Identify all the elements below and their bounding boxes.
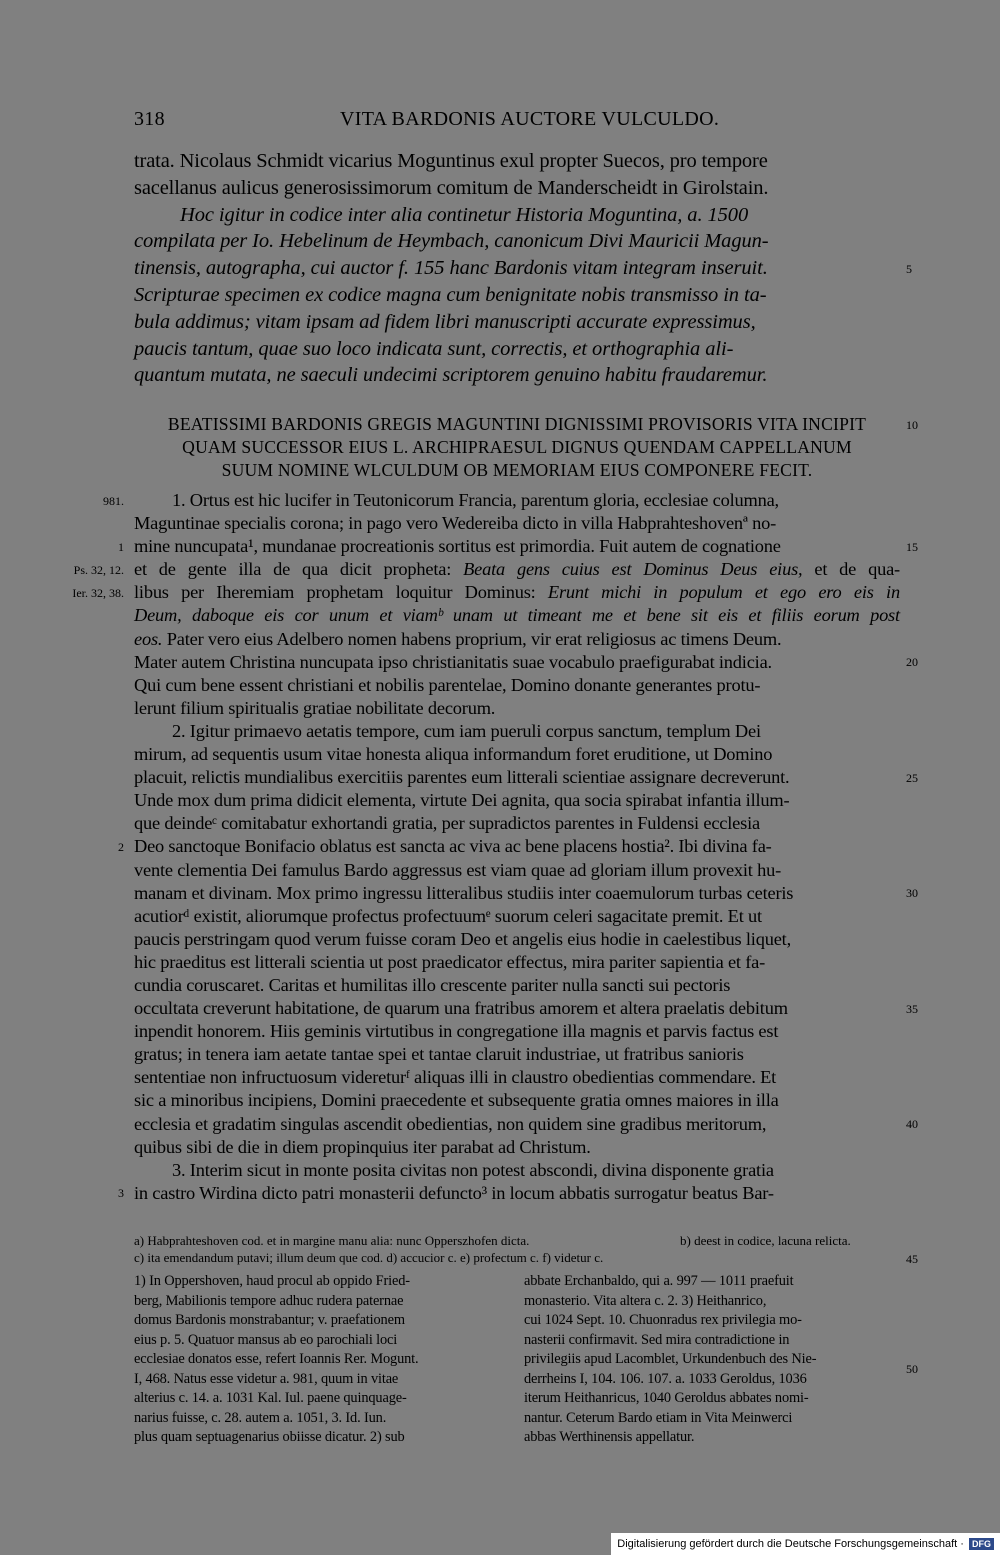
text-segment: mirum, ad sequentis usum vitae honesta aliqua informandum foret eruditione, ut Domino — [134, 744, 773, 765]
text-line — [134, 512, 900, 535]
text-segment: que deindeᶜ comitabatur exhortandi gratia, per supradictos parentes in Fuldensi ecclesia — [134, 813, 760, 834]
line-number: 50 — [906, 1362, 918, 1376]
footer-text: Digitalisierung gefördert durch die Deutsche Forschungsgemeinschaft · — [617, 1538, 964, 1550]
text-line — [134, 1159, 900, 1182]
text-segment: 1. Ortus est hic lucifer in Teutonicorum Francia, parentum gloria, ecclesiae columna, — [172, 490, 779, 510]
footnote-line: cui 1024 Sept. 10. Chuonradus rex privilegia mo- — [524, 1312, 802, 1328]
text-line — [134, 928, 900, 951]
footnote-line: I, 468. Natus esse videtur a. 981, quum in vitae — [134, 1370, 399, 1387]
page-number: 318 — [134, 108, 165, 130]
vita-title — [134, 413, 900, 482]
dfg-footer — [611, 1533, 1000, 1555]
text-line — [134, 1136, 900, 1159]
text-line — [134, 859, 900, 882]
text-segment: hic praeditus est litterali scientia ut post praedicator effectus, mira pariter sapientia et fa- — [134, 951, 766, 972]
quotation: Deum, daboque eis cor unum et viamᵇ unam ut timeant me et bene sit eis et filiis eorum post — [134, 605, 900, 626]
text-line — [134, 812, 900, 835]
text-segment: Qui cum bene essent christiani et nobilis parentelae, Domino donante generantes protu- — [134, 674, 761, 695]
text-segment: mine nuncupata¹, mundanae procreationis sortitus est primordia. Fuit autem de cognatione — [134, 536, 781, 557]
margin-reference: Ier. 32, 38. — [72, 585, 124, 600]
apparatus-note: a) Habprahteshoven cod. et in margine manu alia: nunc Opperszhofen dicta. — [134, 1233, 530, 1248]
footnote-line: privilegiis apud Lacomblet, Urkundenbuch des Nie- — [524, 1351, 817, 1367]
text-line — [134, 1182, 900, 1205]
text-line — [134, 951, 900, 974]
footnote-line: nasterii confirmavit. Sed mira contradictione in — [524, 1331, 790, 1348]
line-number: 25 — [906, 770, 918, 785]
text-line — [134, 1089, 900, 1112]
apparatus-line — [134, 1232, 900, 1249]
text-line — [134, 697, 900, 720]
text-segment: 2. Igitur primaevo aetatis tempore, cum iam pueruli corpus sanctum, templum Dei — [172, 720, 761, 741]
line-number: 5 — [906, 261, 912, 276]
text-segment: et de qua- — [802, 559, 900, 580]
line-number: 20 — [906, 655, 918, 670]
text-segment: acutiorᵈ existit, aliorumque profectus profectuumᵉ suorum celeri sagacitate premit. Et ut — [134, 905, 762, 926]
margin-reference: 2 — [118, 839, 124, 854]
apparatus-note: b) deest in codice, lacuna relicta. — [680, 1233, 851, 1248]
text-segment: sic a minoribus incipiens, Domini praecedente et subsequente gratia omnes maiores in illa — [134, 1090, 779, 1111]
apparatus-line — [134, 1249, 918, 1266]
footnote-line: narius fuisse, c. 28. autem a. 1051, 3. Id. Iun. — [134, 1409, 387, 1426]
text-segment: cundia coruscaret. Caritas et humilitas illo crescente pariter nulla sancti sui pectoris — [134, 974, 731, 995]
text-segment: sententiae non infructuosum videreturᶠ aliquas illi in claustro obedientias commendare. Et — [134, 1067, 777, 1088]
page-header — [134, 108, 900, 136]
quotation: Erunt michi in populum et ego ero eis in — [547, 582, 900, 603]
text-line — [134, 651, 900, 674]
margin-reference: Ps. 32, 12. — [73, 562, 124, 577]
intro-line: sacellanus aulicus generosissimorum comitum de Manderscheidt in Girolstain. — [134, 176, 769, 199]
text-segment: inpendit honorem. Hiis geminis virtutibus in congregatione illa magnis et parvis factus est — [134, 1021, 779, 1042]
vita-text — [134, 489, 900, 1205]
footnote-line: eius p. 5. Quatuor mansus ab eo parochiali loci — [134, 1331, 398, 1348]
critical-apparatus — [134, 1232, 918, 1266]
text-line — [134, 789, 900, 812]
line-number: 45 — [906, 1252, 918, 1266]
footnote-line: abbate Erchanbaldo, qui a. 997 — 1011 praefuit — [524, 1273, 794, 1289]
text-segment: in castro Wirdina dicto patri monasterii defuncto³ in locum abbatis surrogatur beatus Bar- — [134, 1182, 774, 1203]
text-line — [134, 674, 900, 697]
footnote-line: monasterio. Vita altera c. 2. 3) Heithanrico, — [524, 1292, 767, 1309]
text-line — [134, 974, 900, 997]
text-line — [134, 489, 900, 512]
intro-line: quantum mutata, ne saeculi undecimi scriptorem genuino habitu fraudaremur. — [134, 364, 768, 387]
footnote-line: ecclesiae donatos esse, refert Ioannis Rer. Mogunt. — [134, 1351, 419, 1367]
intro-line: compilata per Io. Hebelinum de Heymbach, canonicum Divi Mauricii Magun- — [134, 230, 769, 253]
dfg-logo-icon: DFG — [969, 1538, 994, 1550]
text-line — [134, 1043, 900, 1066]
quotation: Beata gens cuius est Dominus Deus eius, — [463, 559, 803, 580]
text-segment: ecclesia et gradatim singulas ascendit obedientias, non quidem sine gradibus meritorum, — [134, 1113, 767, 1134]
title-line: BEATISSIMI BARDONIS GREGIS MAGUNTINI DIGNISSIMI PROVISORIS VITA INCIPIT — [167, 414, 867, 434]
text-segment: Maguntinae specialis corona; in pago vero Wedereiba dicto in villa Habprahteshovenª no- — [134, 513, 777, 534]
line-number: 10 — [906, 417, 918, 432]
text-segment: Pater vero eius Adelbero nomen habens proprium, vir erat religiosus ac timens Deum. — [162, 628, 782, 649]
text-segment: placuit, relictis mundialibus exercitiis parentes eum litterali scientiae assignare decreverunt. — [134, 767, 790, 788]
text-segment: lerunt filium spiritualis gratiae nobilitate decorum. — [134, 697, 496, 718]
introduction — [134, 148, 900, 389]
text-line — [134, 720, 900, 743]
footnote-line: berg, Mabilionis tempore adhuc rudera paternae — [134, 1292, 404, 1309]
apparatus-note: c) ita emendandum putavi; illum deum que cod. d) accucior c. e) profectum c. f) videtur c. — [134, 1250, 604, 1265]
text-segment: occultata creverunt habitatione, de quarum una fratribus amorem et altera praelatis debitum — [134, 998, 788, 1019]
text-line — [134, 997, 900, 1020]
text-line — [134, 743, 900, 766]
intro-line: bula addimus; vitam ipsam ad fidem libri manuscripti accurate expressimus, — [134, 310, 756, 333]
text-line — [134, 604, 900, 627]
margin-reference: 1 — [118, 539, 124, 554]
text-segment: libus per Iheremiam prophetam loquitur Dominus: — [134, 582, 548, 603]
footnote-line: alterius c. 14. a. 1031 Kal. Iul. paene quinquage- — [134, 1390, 407, 1406]
text-line — [134, 1066, 900, 1089]
text-segment: vente clementia Dei famulus Bardo aggressus est viam quae ad gloriam illum provexit hu- — [134, 859, 782, 880]
line-number: 30 — [906, 886, 918, 901]
line-number: 15 — [906, 539, 918, 554]
footnotes-right-column — [524, 1272, 896, 1448]
text-line — [134, 535, 900, 558]
text-line — [134, 628, 900, 651]
intro-line: paucis tantum, quae suo loco indicata sunt, correctis, et orthographia ali- — [134, 337, 734, 360]
footnote-line: domus Bardonis monstrabantur; v. praefationem — [134, 1312, 405, 1328]
footnote-line: plus quam septuagenarius obiisse dicatur. 2) sub — [134, 1429, 405, 1445]
running-title: VITA BARDONIS AUCTORE VULCULDO. — [340, 108, 720, 130]
line-number: 40 — [906, 1117, 918, 1132]
intro-line: Scripturae specimen ex codice magna cum benignitate nobis transmisso in ta- — [134, 283, 767, 306]
text-segment: Deo sanctoque Bonifacio oblatus est sancta ac viva ac bene placens hostia². Ibi divina fa- — [134, 836, 772, 857]
intro-line: Hoc igitur in codice inter alia continetur Historia Moguntina, a. 1500 — [180, 203, 749, 226]
text-line — [134, 558, 900, 581]
text-line — [134, 1020, 900, 1043]
text-line — [134, 766, 900, 789]
footnote-line: 1) In Oppershoven, haud procul ab oppido Fried- — [134, 1273, 410, 1289]
text-line — [134, 581, 900, 604]
footnote-line: nantur. Ceterum Bardo etiam in Vita Meinwerci — [524, 1409, 793, 1426]
text-segment: manam et divinam. Mox primo ingressu litteralibus studiis inter coaemulorum turbas ceteris — [134, 882, 794, 903]
text-line — [134, 882, 900, 905]
title-line: QUAM SUCCESSOR EIUS L. ARCHIPRAESUL DIGNUS QUENDAM CAPPELLANUM — [182, 437, 852, 457]
text-segment: quibus sibi de die in diem propinquius iter parabat ad Christum. — [134, 1136, 591, 1157]
title-line: SUUM NOMINE WLCULDUM OB MEMORIAM EIUS COMPONERE FECIT. — [221, 460, 813, 480]
margin-reference: 3 — [118, 1186, 124, 1201]
text-segment: 3. Interim sicut in monte posita civitas non potest abscondi, divina disponente gratia — [172, 1159, 774, 1180]
footnote-line: iterum Heithanricus, 1040 Geroldus abbates nomi- — [524, 1390, 809, 1406]
text-segment: Mater autem Christina nuncupata ipso christianitatis suae vocabulo praefigurabat indicia. — [134, 651, 772, 672]
footnote-line: derrheins I, 104. 106. 107. a. 1033 Geroldus, 1036 — [524, 1370, 807, 1387]
text-segment: Unde mox dum prima didicit elementa, virtute Dei agnita, qua socia spirabat infantia illum- — [134, 790, 790, 811]
margin-reference: 981. — [103, 493, 124, 508]
text-line — [134, 835, 900, 858]
text-segment: paucis perstringam quod verum fuisse coram Deo et angelis eius hodie in caelestibus liquet, — [134, 928, 791, 949]
footnote-line: abbas Werthinensis appellatur. — [524, 1429, 695, 1445]
intro-line: tinensis, autographa, cui auctor f. 155 hanc Bardonis vitam integram inseruit. — [134, 257, 768, 280]
text-segment: gratus; in tenera iam aetate tantae spei et tantae claruit industriae, ut fratribus sanioris — [134, 1044, 744, 1065]
line-number: 35 — [906, 1001, 918, 1016]
footnotes-left-column — [134, 1272, 506, 1448]
text-line — [134, 1113, 900, 1136]
quotation: eos. — [134, 628, 163, 649]
text-segment: et de gente illa de qua dicit propheta: — [134, 559, 464, 580]
text-line — [134, 905, 900, 928]
intro-line: trata. Nicolaus Schmidt vicarius Moguntinus exul propter Suecos, pro tempore — [134, 150, 768, 172]
